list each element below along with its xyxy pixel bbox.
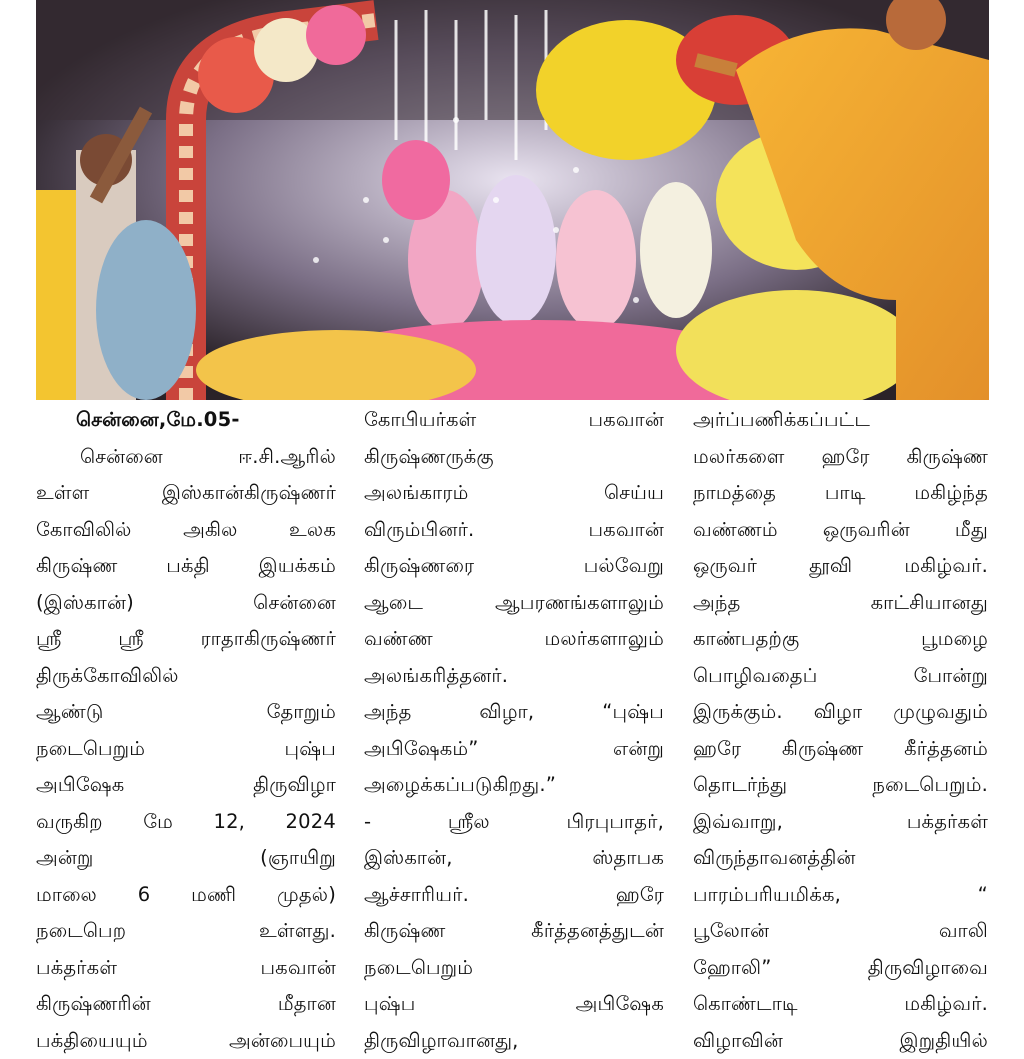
text-line: பக்தியையும் அன்பையும்	[36, 1023, 336, 1059]
article-column-3	[693, 402, 988, 1059]
text-line: பொழிவதைப் போன்று	[693, 658, 988, 695]
text-line: பாரம்பரியமிக்க, “	[693, 877, 988, 914]
text-line: இஸ்கான், ஸ்தாபக	[364, 840, 664, 877]
text-line: திருவிழாவானது,	[364, 1023, 664, 1059]
text-line: கிருஷ்ண பக்தி இயக்கம்	[36, 548, 336, 585]
text-line: கிருஷ்ணரை பல்வேறு	[364, 548, 664, 585]
text-line: (இஸ்கான்) சென்னை	[36, 585, 336, 622]
text-line: நடைபெற உள்ளது.	[36, 913, 336, 950]
flower-altar-image	[36, 0, 989, 400]
text-line: அழைக்கப்படுகிறது.”	[364, 767, 664, 804]
text-line: அந்த விழா, “புஷ்ப	[364, 694, 664, 731]
text-line: திருக்கோவிலில்	[36, 658, 336, 695]
text-line: ஒருவர் தூவி மகிழ்வர்.	[693, 548, 988, 585]
text-line: அபிஷேகம்” என்று	[364, 731, 664, 768]
text-line: அர்ப்பணிக்கப்பட்ட	[693, 402, 988, 439]
text-line: நடைபெறும்	[364, 950, 664, 987]
text-line: ஆச்சாரியர். ஹரே	[364, 877, 664, 914]
text-line: பக்தர்கள் பகவான்	[36, 950, 336, 987]
text-line: அபிஷேக திருவிழா	[36, 767, 336, 804]
text-line: அன்று (ஞாயிறு	[36, 840, 336, 877]
text-line: வண்ணம் ஒருவரின் மீது	[693, 512, 988, 549]
text-line: ஆண்டு தோறும்	[36, 694, 336, 731]
text-line: உள்ள இஸ்கான்கிருஷ்ணர்	[36, 475, 336, 512]
article-column-2	[364, 402, 664, 1059]
text-line: வண்ண மலர்களாலும்	[364, 621, 664, 658]
text-line: கோபியர்கள் பகவான்	[364, 402, 664, 439]
text-line: அலங்கரித்தனர்.	[364, 658, 664, 695]
text-line: விழாவின் இறுதியில்	[693, 1023, 988, 1059]
text-line: நடைபெறும் புஷ்ப	[36, 731, 336, 768]
text-line: புஷ்ப அபிஷேக	[364, 986, 664, 1023]
text-line: கோவிலில் அகில உலக	[36, 512, 336, 549]
text-line: மலர்களை ஹரே கிருஷ்ண	[693, 439, 988, 476]
festival-photo	[36, 0, 989, 400]
text-line: கிருஷ்ணரின் மீதான	[36, 986, 336, 1023]
dateline: சென்னை,மே.05-	[36, 402, 336, 439]
text-line: நாமத்தை பாடி மகிழ்ந்த	[693, 475, 988, 512]
text-line: சென்னை ஈ.சி.ஆரில்	[36, 439, 336, 476]
text-line: தொடர்ந்து நடைபெறும்.	[693, 767, 988, 804]
text-line: ஆடை ஆபரணங்களாலும்	[364, 585, 664, 622]
text-line: அந்த காட்சியானது	[693, 585, 988, 622]
text-line: விரும்பினர். பகவான்	[364, 512, 664, 549]
text-line: மாலை 6 மணி முதல்)	[36, 877, 336, 914]
text-line: அலங்காரம் செய்ய	[364, 475, 664, 512]
text-line: கிருஷ்ணருக்கு	[364, 439, 664, 476]
text-line: காண்பதற்கு பூமழை	[693, 621, 988, 658]
text-line: ஹோலி” திருவிழாவை	[693, 950, 988, 987]
text-line: ஹரே கிருஷ்ண கீர்த்தனம்	[693, 731, 988, 768]
text-line: இவ்வாறு, பக்தர்கள்	[693, 804, 988, 841]
article-column-1	[36, 402, 336, 1059]
text-line: பூலோன் வாலி	[693, 913, 988, 950]
text-line: வருகிற மே 12, 2024	[36, 804, 336, 841]
text-line: கொண்டாடி மகிழ்வர்.	[693, 986, 988, 1023]
text-line: விருந்தாவனத்தின்	[693, 840, 988, 877]
text-line: - ஸ்ரீல பிரபுபாதர்,	[364, 804, 664, 841]
text-line: ஸ்ரீ ஸ்ரீ ராதாகிருஷ்ணர்	[36, 621, 336, 658]
text-line: கிருஷ்ண கீர்த்தனத்துடன்	[364, 913, 664, 950]
text-line: இருக்கும். விழா முழுவதும்	[693, 694, 988, 731]
